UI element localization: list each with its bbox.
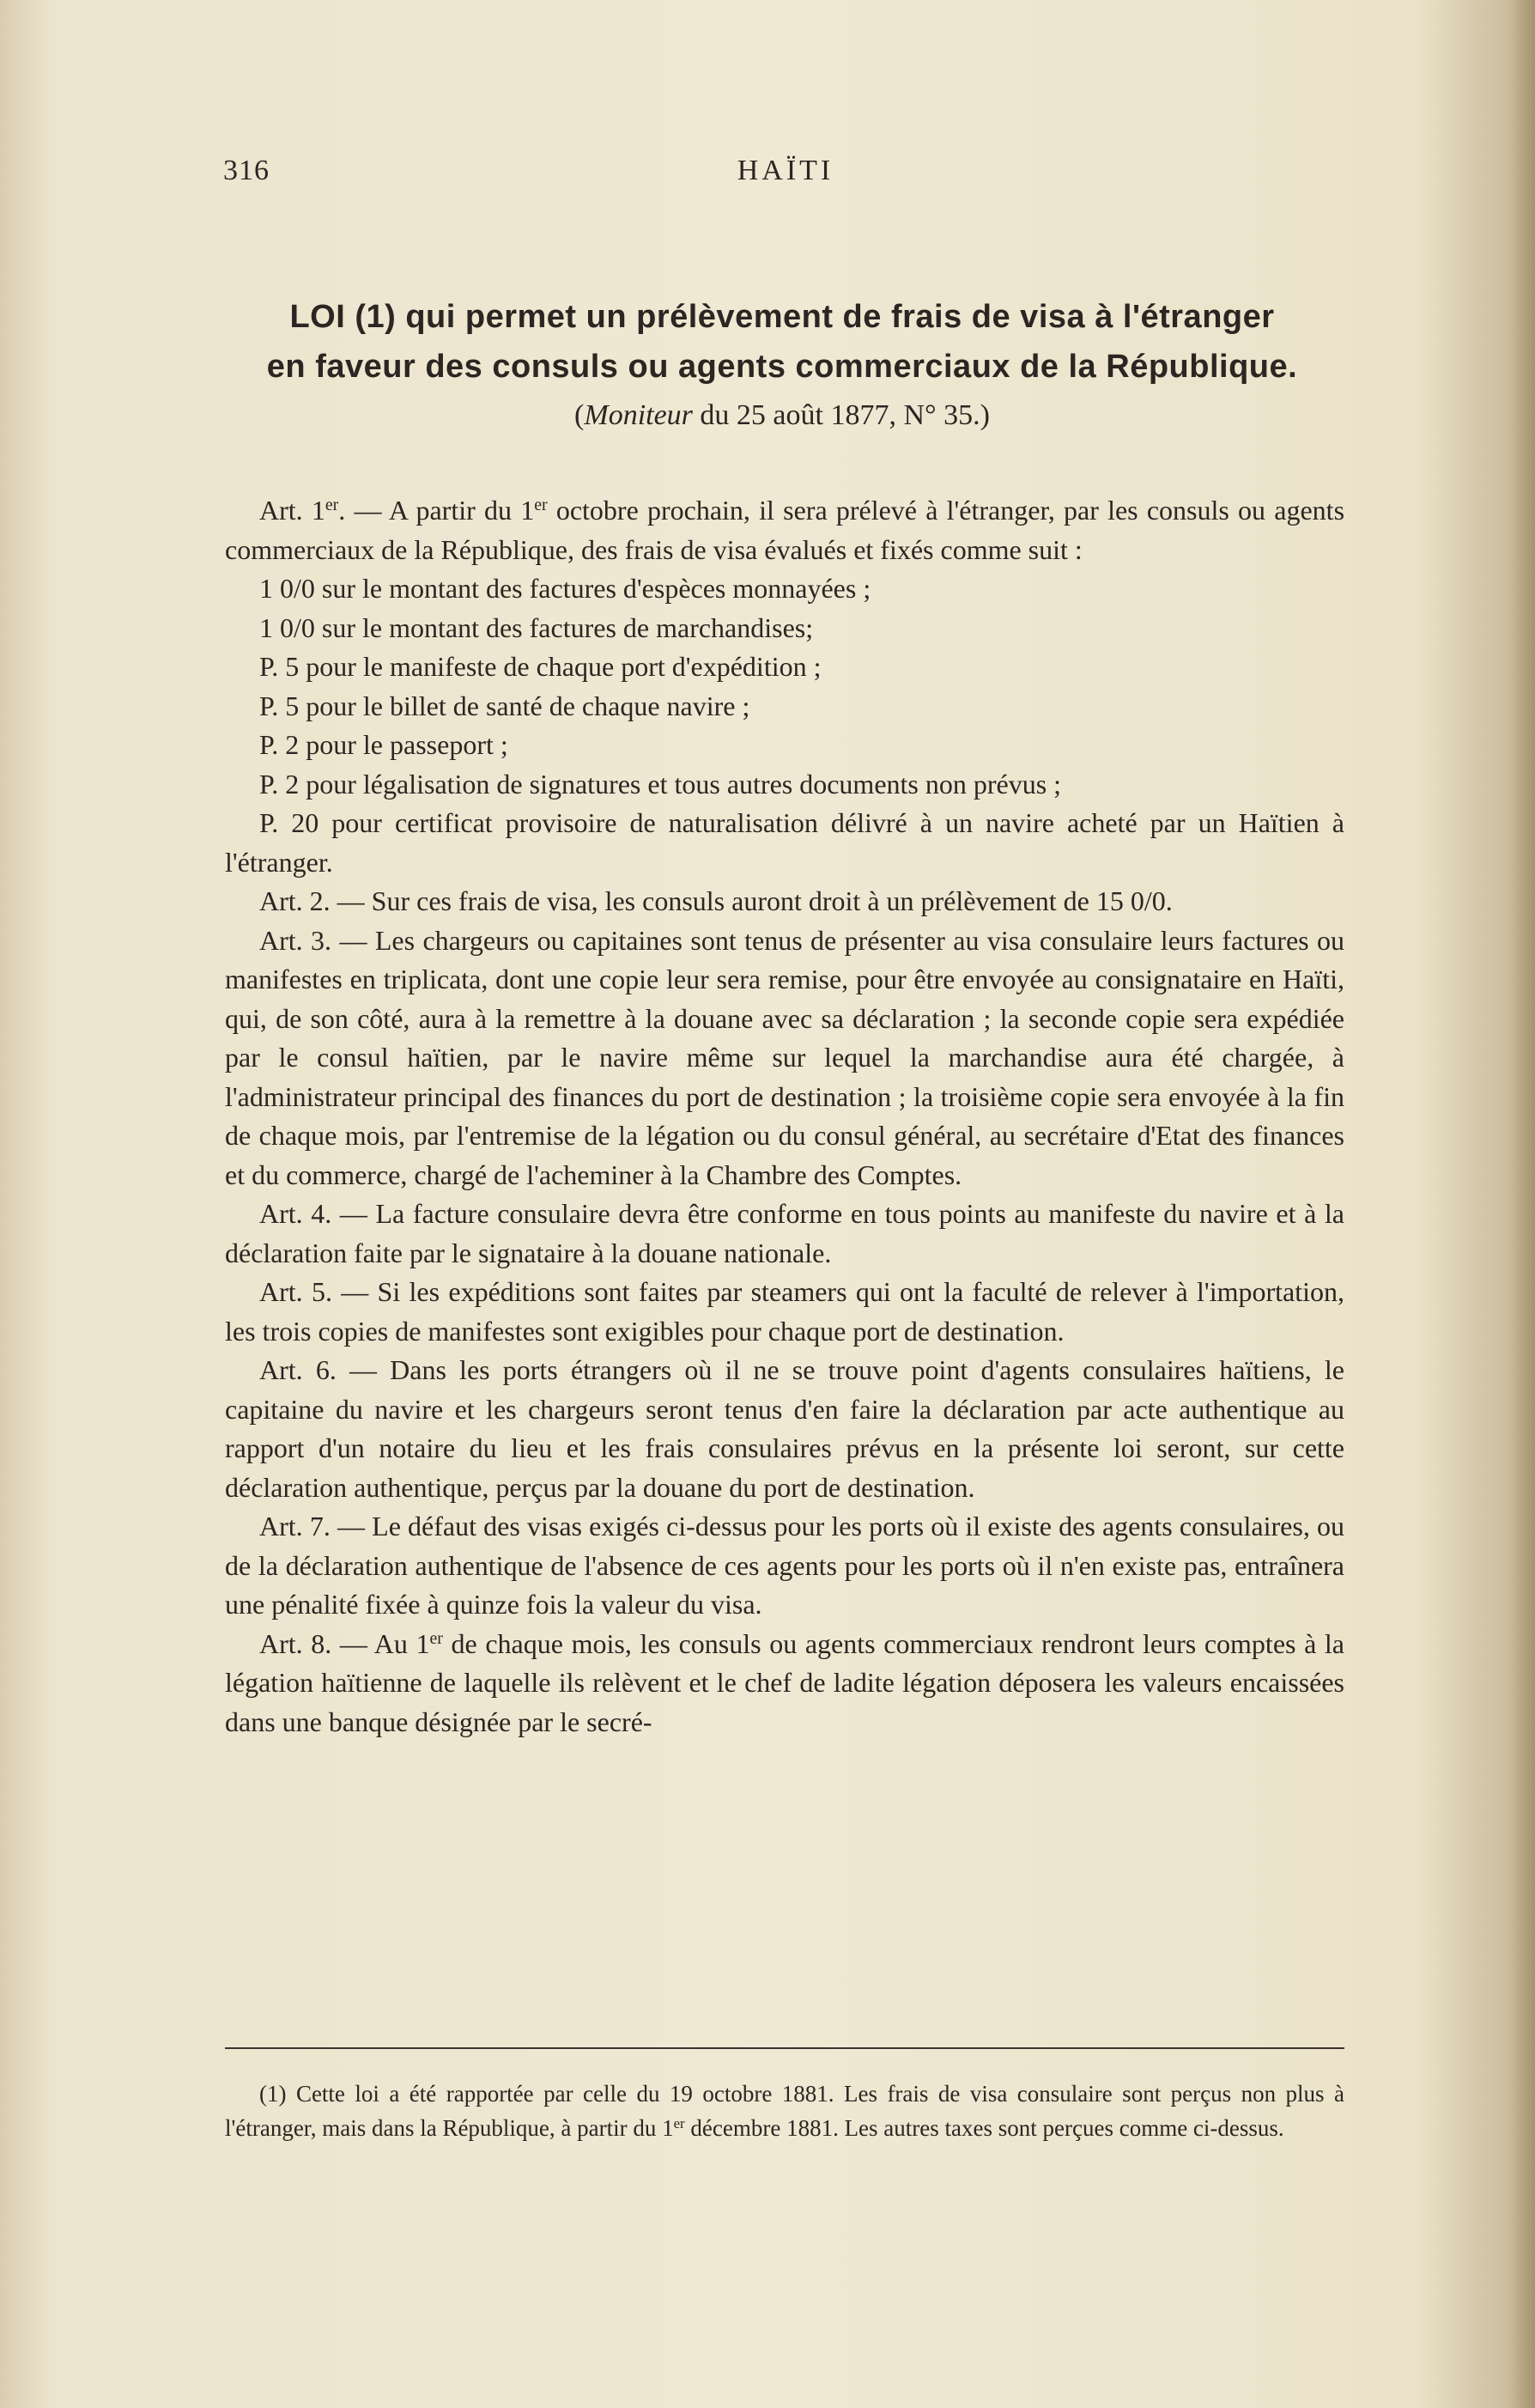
fee-item: P. 2 pour légalisation de signatures et tous autres documents non prévus ; xyxy=(259,768,1062,800)
law-body xyxy=(225,491,1344,1742)
article-2: Art. 2. — Sur ces frais de visa, les consuls auront droit à un prélèvement de 15 0/0. xyxy=(259,885,1173,916)
fee-item: P. 20 pour certificat provisoire de naturalisation délivré à un navire acheté par un Haïtien à l'étranger. xyxy=(225,807,1344,878)
journal-name: Moniteur xyxy=(584,399,693,431)
running-title: HAÏTI xyxy=(737,155,834,186)
footnote-1: (1) Cette loi a été rapportée par celle du 19 octobre 1881. Les frais de visa consulaire sont perçus non plus à l'étranger, mais dans la République, à partir du 1er décembre 1881. Les autres taxes sont perçues comme ci-dessus. xyxy=(225,2081,1344,2141)
article-3: Art. 3. — Les chargeurs ou capitaines sont tenus de présenter au visa consulaire leurs factures ou manifestes en triplicata, dont une copie leur sera remise, pour être envoyée au consignataire en Haïti, qui, de son côté, aura à la remettre à la douane avec sa déclaration ; la seconde copie sera expédiée par le consul haïtien, par le navire même sur lequel la marchandise aura été chargée, à l'administrateur principal des finances du port de destination ; la troisième copie sera envoyée à la fin de chaque mois, par l'entremise de la légation ou du consul général, au secrétaire d'Etat des finances et du commerce, chargé de l'acheminer à la Chambre des Comptes. xyxy=(225,924,1344,1190)
fee-item: P. 5 pour le billet de santé de chaque navire ; xyxy=(259,690,750,721)
footnote xyxy=(225,2077,1344,2145)
article-1: Art. 1er. — A partir du 1er octobre prochain, il sera prélevé à l'étranger, par les consuls ou agents commerciaux de la République, des frais de visa évalués et fixés comme suit : xyxy=(225,495,1345,565)
fee-item: 1 0/0 sur le montant des factures de marchandises; xyxy=(259,611,814,643)
article-6: Art. 6. — Dans les ports étrangers où il ne se trouve point d'agents consulaires haïtiens, le capitaine du navire et les chargeurs seront tenus d'en faire la déclaration par acte authentique au rapport d'un notaire du lieu et les frais consulaires prévus en la présente loi seront, sur cette déclaration authentique, perçus par la douane du port de destination. xyxy=(225,1354,1344,1503)
article-4: Art. 4. — La facture consulaire devra être conforme en tous points au manifeste du navire et à la déclaration faite par le signataire à la douane nationale. xyxy=(225,1198,1344,1268)
law-title-line-2: en faveur des consuls ou agents commerciaux de la République. xyxy=(266,349,1298,385)
page-edge-shadow xyxy=(1511,0,1535,2408)
law-title-line-1: LOI (1) qui permet un prélèvement de frais de visa à l'étranger xyxy=(289,299,1275,335)
article-7: Art. 7. — Le défaut des visas exigés ci-dessus pour les ports où il existe des agents consulaires, ou de la déclaration authentique de l'absence de ces agents pour les ports où il n'en existe pas, entraînera une pénalité fixée à quinze fois la valeur du visa. xyxy=(225,1511,1344,1620)
page-header xyxy=(223,155,1348,206)
article-8: Art. 8. — Au 1er de chaque mois, les consuls ou agents commerciaux rendront leurs comptes à la légation haïtienne de laquelle ils relèvent et le chef de ladite légation déposera les valeurs encaissées dans une banque désignée par le secré- xyxy=(225,1627,1345,1737)
footnote-divider xyxy=(225,2047,1344,2049)
law-source-citation: (Moniteur du 25 août 1877, N° 35.) xyxy=(574,399,990,431)
fee-item: P. 2 pour le passeport ; xyxy=(259,729,508,760)
fee-item: P. 5 pour le manifeste de chaque port d'expédition ; xyxy=(259,651,822,682)
law-title-block xyxy=(221,292,1343,440)
fee-item: 1 0/0 sur le montant des factures d'espèces monnayées ; xyxy=(259,573,871,604)
page-number: 316 xyxy=(223,155,270,186)
article-5: Art. 5. — Si les expéditions sont faites par steamers qui ont la faculté de relever à l'importation, les trois copies de manifestes sont exigibles pour chaque port de destination. xyxy=(225,1276,1344,1347)
